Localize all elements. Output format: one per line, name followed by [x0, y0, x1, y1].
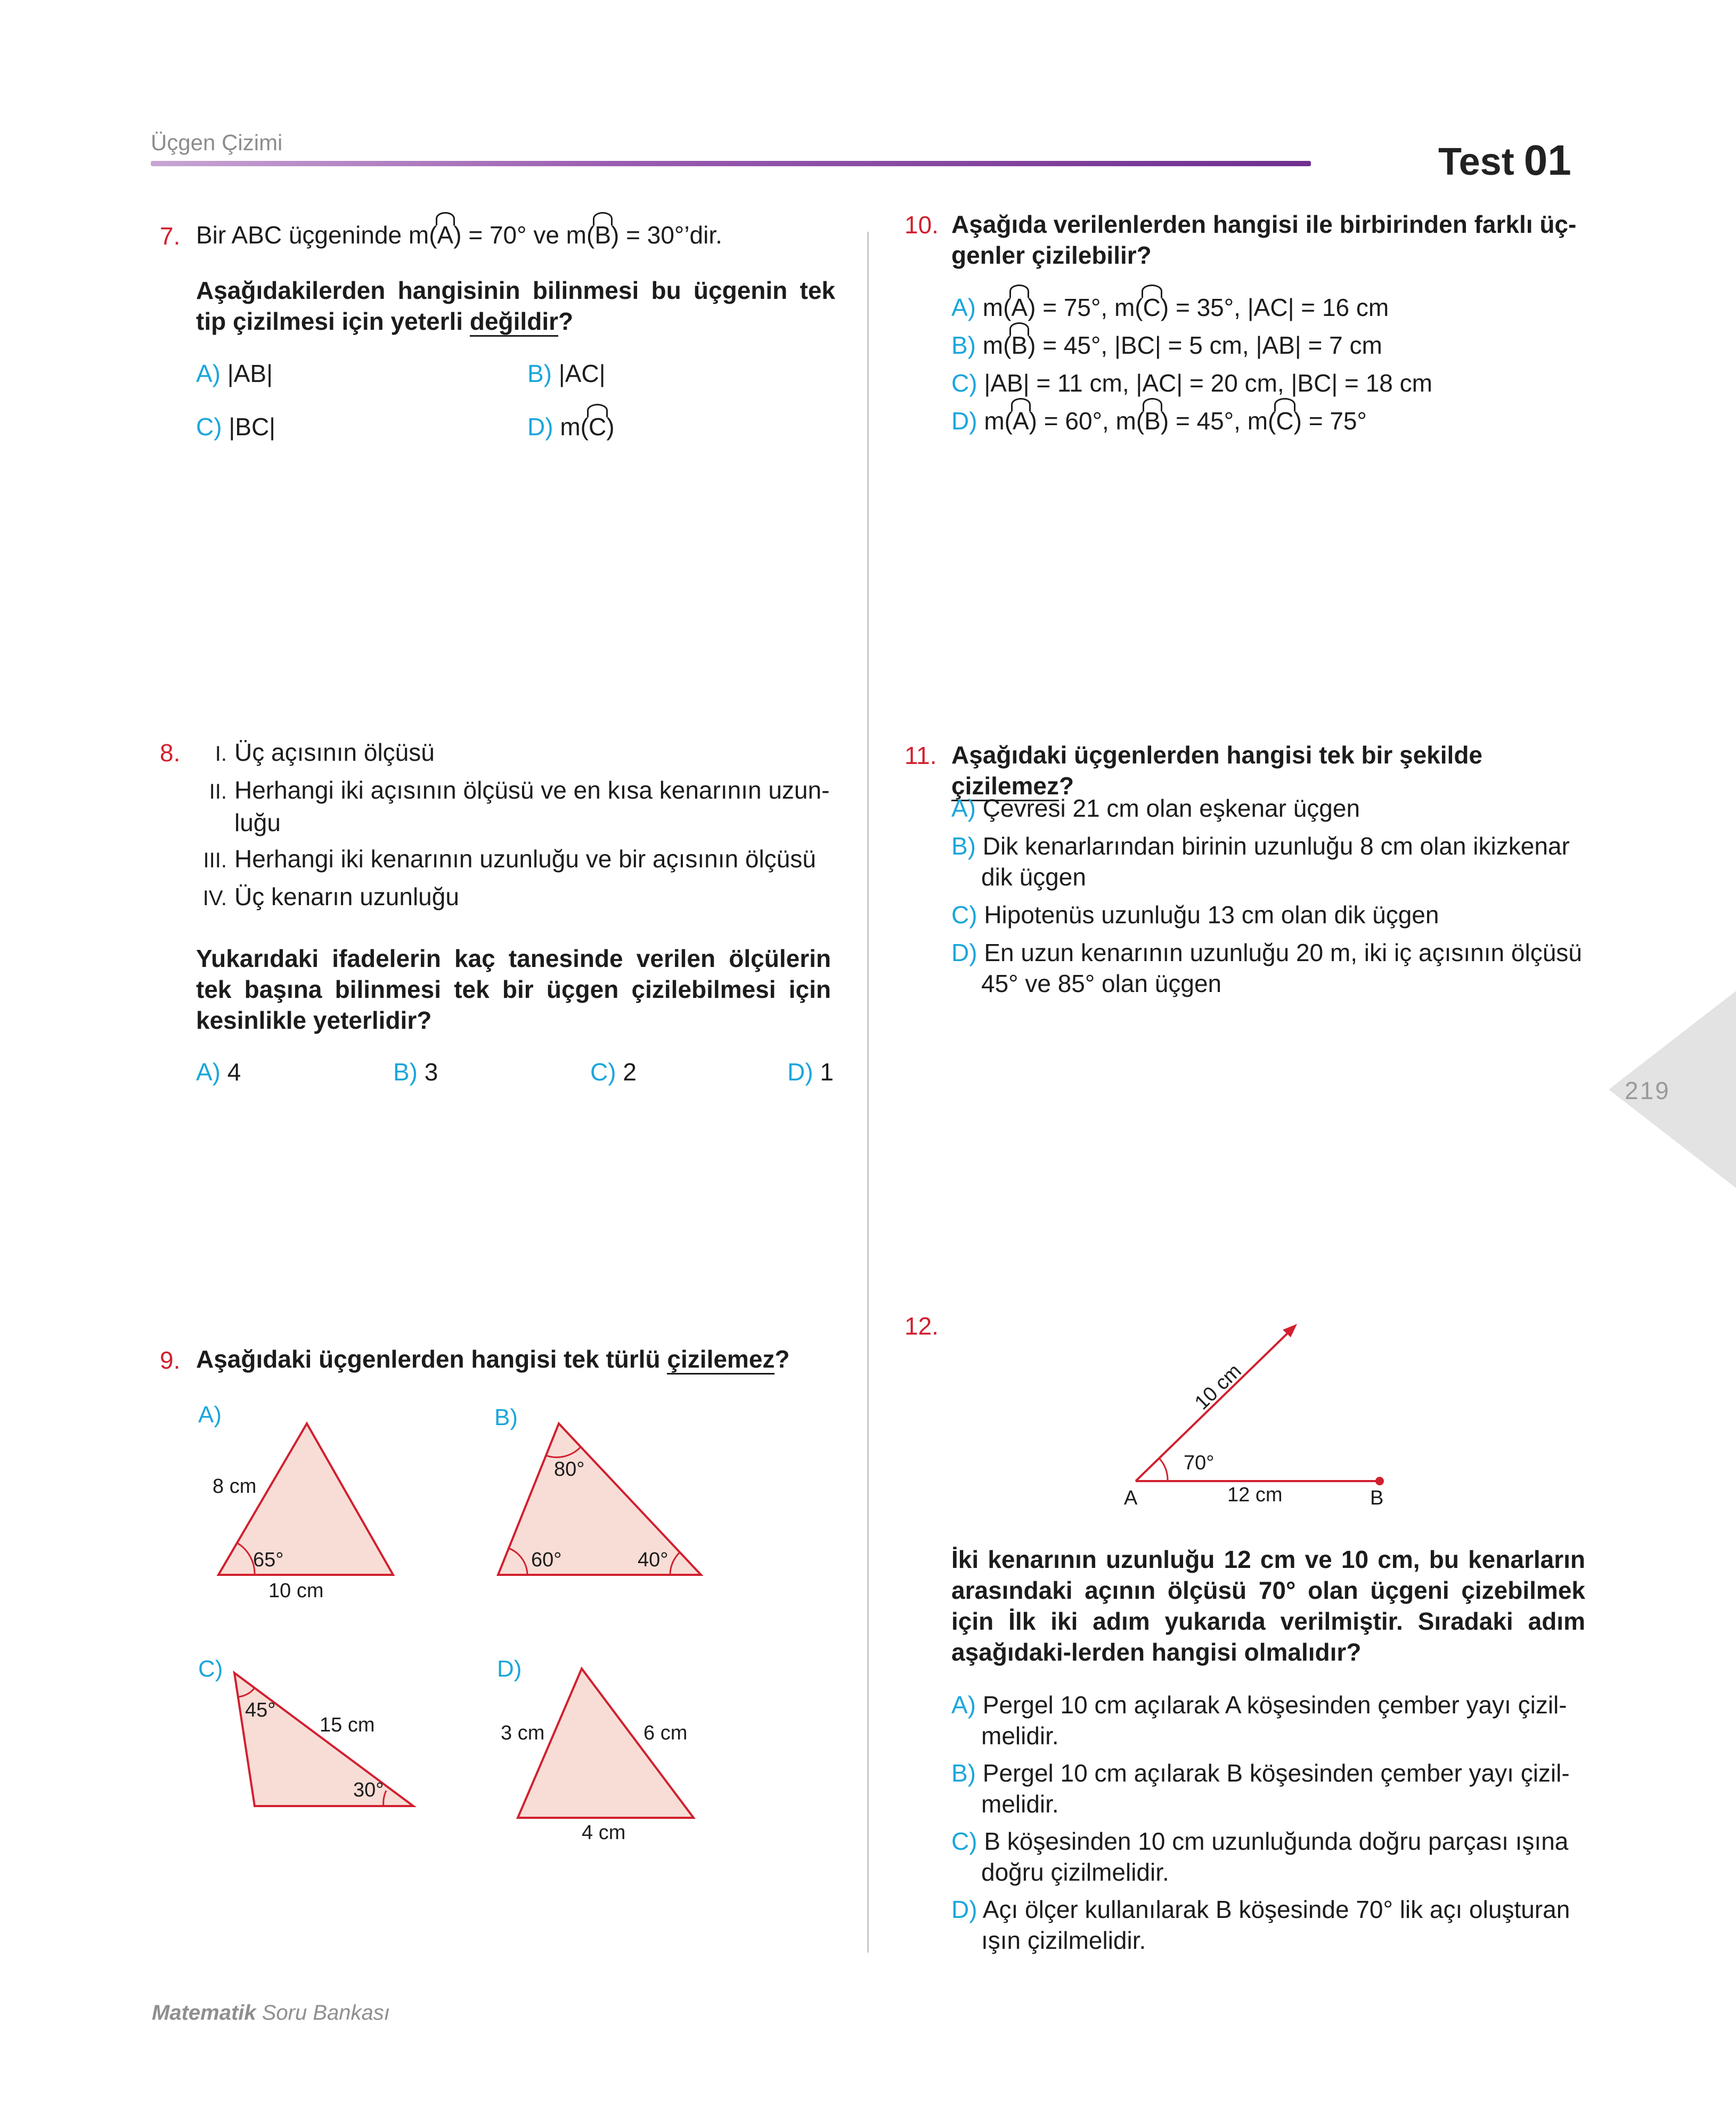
q8-roman-4: IV. [202, 887, 227, 910]
q9-question-neg: çizilemez [667, 1345, 775, 1375]
q12-option-c-letter: C) [951, 1827, 977, 1855]
q9-a-angle: 65° [253, 1549, 284, 1571]
q11-option-a-letter: A) [951, 794, 976, 822]
q12-option-d-text2: ışın çizilmelidir. [981, 1926, 1146, 1954]
q12-option-a-text2: melidir. [981, 1722, 1059, 1750]
q12-option-b[interactable] [951, 1758, 1585, 1819]
q10-number: 10. [904, 211, 939, 239]
q11-option-d[interactable] [951, 937, 1585, 999]
q7-option-b-letter: B) [527, 360, 552, 387]
q7-option-a-text: |AB| [227, 360, 273, 387]
q9-b-triangle [498, 1424, 701, 1575]
q10-option-a-letter: A) [951, 294, 976, 321]
q12-option-c-text: B köşesinden 10 cm uzunluğunda doğru parçası ışına [984, 1827, 1569, 1855]
q12-point-b-label: B [1370, 1487, 1384, 1509]
q8-option-c-letter: C) [590, 1058, 616, 1086]
q9-d-base: 4 cm [582, 1822, 626, 1844]
q7-stem-mid: ) = 70° ve m( [453, 221, 595, 249]
q7-option-d-hat: C [589, 411, 606, 442]
q7-option-b-text: |AC| [558, 360, 606, 387]
q9-d-left-side: 3 cm [501, 1722, 545, 1744]
q7-question [196, 275, 835, 337]
q7-angle-b: B [594, 219, 611, 250]
q12-option-b-text2: melidir. [981, 1790, 1059, 1818]
q7-option-c[interactable] [196, 411, 275, 442]
q8-option-d-letter: D) [787, 1058, 813, 1086]
q12-option-d-text: Açı ölçer kullanılarak B köşesinde 70° lik açı oluşturan [982, 1896, 1570, 1923]
q12-angle-arc [1159, 1458, 1168, 1481]
q12-option-c-text2: doğru çizilmelidir. [981, 1858, 1169, 1886]
section-title: Üçgen Çizimi [151, 130, 283, 155]
q12-angle-label: 70° [1184, 1452, 1215, 1474]
q10-option-d[interactable] [951, 405, 1367, 436]
q11-option-b-text: Dik kenarlarından birinin uzunluğu 8 cm olan ikizkenar [982, 832, 1570, 860]
q11-option-a-text: Çevresi 21 cm olan eşkenar üçgen [982, 794, 1360, 822]
q8-item-4-text: Üç kenarın uzunluğu [234, 883, 459, 910]
q8-item-3 [196, 843, 816, 876]
q12-option-a[interactable] [951, 1689, 1585, 1751]
q9-a-triangle [218, 1424, 393, 1575]
q12-question: İki kenarının uzunluğu 12 cm ve 10 cm, bu kenarların arasındaki açının ölçüsü 70° olan üçgeni çizebilmek için İlk iki adım yukarıda verilmiştir. Sıradaki adım aşağıdaki-lerden hangisi olmalıdır? [951, 1546, 1585, 1666]
q10-d-p4: ) = 75° [1293, 407, 1367, 435]
q10-question-line1: Aşağıda verilenlerden hangisi ile birbirinden farklı üç- [951, 210, 1577, 238]
q9-b-left-angle: 60° [531, 1549, 562, 1571]
q7-option-a-letter: A) [196, 360, 221, 387]
q7-question-post: ? [558, 307, 574, 335]
q9-a-letter[interactable]: A) [198, 1402, 222, 1428]
q10-d-h1: A [1013, 405, 1029, 436]
q8-roman-3: III. [203, 849, 227, 872]
q8-option-c-text: 2 [623, 1058, 637, 1086]
q11-option-c[interactable] [951, 899, 1439, 930]
q8-item-1-text: Üç açısının ölçüsü [234, 738, 435, 766]
q8-item-2-text: Herhangi iki açısının ölçüsü ve en kısa kenarının uzun- [234, 776, 830, 804]
q11-option-b[interactable] [951, 831, 1585, 892]
q7-option-a[interactable] [196, 358, 273, 389]
test-number: 01 [1523, 136, 1571, 184]
q11-option-d-text: En uzun kenarının uzunluğu 20 m, iki iç açısının ölçüsü [984, 939, 1582, 966]
q9-c-angle2: 30° [353, 1779, 384, 1801]
q9-question-post: ? [775, 1345, 790, 1373]
q11-question-neg: çizilemez [951, 772, 1059, 801]
q12-option-d[interactable] [951, 1894, 1585, 1956]
q12-number: 12. [904, 1312, 939, 1340]
test-label [1438, 136, 1571, 185]
q8-option-d-text: 1 [820, 1058, 834, 1086]
q12-point-a-label: A [1124, 1487, 1138, 1509]
q9-c-triangle [234, 1673, 413, 1806]
q9-question [196, 1344, 835, 1375]
q7-option-c-letter: C) [196, 413, 222, 441]
q12-option-b-letter: B) [951, 1759, 976, 1787]
q8-option-b-letter: B) [393, 1058, 418, 1086]
q11-option-d-letter: D) [951, 939, 977, 966]
q7-question-pre: Aşağıdakilerden hangisinin bilinmesi bu üçgenin tek tip çizilmesi için yeterli [196, 277, 835, 335]
q10-option-c[interactable] [951, 368, 1432, 399]
q7-stem-post: ) = 30°’dir. [611, 221, 722, 249]
q7-option-b[interactable] [527, 358, 606, 389]
q8-option-c[interactable] [590, 1056, 637, 1087]
q11-option-a[interactable] [951, 793, 1360, 824]
q11-number: 11. [904, 742, 937, 769]
q7-option-c-text: |BC| [229, 413, 276, 441]
q12-ray-label: 10 cm [1191, 1360, 1246, 1414]
q8-item-1 [196, 737, 435, 769]
q9-d-letter[interactable]: D) [497, 1656, 522, 1682]
q11-option-b-text2: dik üçgen [981, 863, 1086, 891]
q7-stem [196, 219, 835, 250]
q10-c-text: |AB| = 11 cm, |AC| = 20 cm, |BC| = 18 cm [984, 369, 1432, 397]
q10-d-p3: ) = 45°, m( [1160, 407, 1276, 435]
q11-question [951, 739, 1591, 801]
q8-option-a-text: 4 [227, 1058, 241, 1086]
q9-c-angle1: 45° [245, 1699, 276, 1721]
q9-triangles-figure [181, 1391, 767, 1881]
q8-item-2-text2: luğu [234, 809, 281, 836]
q10-option-c-letter: C) [951, 369, 977, 397]
column-divider [867, 232, 869, 1953]
q8-number: 8. [160, 739, 181, 767]
q12-option-c[interactable] [951, 1826, 1585, 1888]
q7-option-d-letter: D) [527, 413, 553, 441]
footer-subject: Matematik [152, 2001, 256, 2024]
q10-d-p2: ) = 60°, m( [1029, 407, 1145, 435]
footer [152, 2001, 390, 2025]
q10-a-h1: A [1011, 292, 1028, 323]
q9-b-right-angle: 40° [638, 1549, 669, 1571]
q9-b-top-angle: 80° [554, 1458, 585, 1481]
q10-a-p1: m( [982, 294, 1012, 321]
q9-d-right-side: 6 cm [643, 1722, 688, 1744]
q7-number: 7. [160, 222, 181, 250]
q7-option-d-pre: m( [560, 413, 589, 441]
q12-option-d-letter: D) [951, 1896, 977, 1923]
q8-item-3-text: Herhangi iki kenarının uzunluğu ve bir açısının ölçüsü [234, 845, 816, 873]
q10-b-p2: ) = 45°, |BC| = 5 cm, |AB| = 7 cm [1028, 331, 1382, 359]
q8-option-a[interactable] [196, 1056, 241, 1087]
q10-option-b-letter: B) [951, 331, 976, 359]
q7-angle-a: A [437, 219, 454, 250]
q8-option-b-text: 3 [424, 1058, 438, 1086]
q10-d-h3: C [1276, 405, 1293, 436]
q7-option-d[interactable] [527, 411, 615, 442]
q7-question-neg: değildir [470, 307, 558, 337]
q8-roman-2: II. [209, 780, 227, 803]
q9-a-base: 10 cm [268, 1580, 324, 1602]
q12-base-label: 12 cm [1227, 1484, 1283, 1506]
q7-option-d-post: ) [606, 413, 615, 441]
q10-b-p1: m( [982, 331, 1012, 359]
q12-figure [1108, 1311, 1428, 1513]
q11-option-c-text: Hipotenüs uzunluğu 13 cm olan dik üçgen [984, 901, 1439, 929]
q9-b-letter[interactable]: B) [494, 1404, 518, 1430]
q10-b-h1: B [1011, 330, 1028, 361]
q11-option-d-text2: 45° ve 85° olan üçgen [981, 970, 1222, 997]
q11-option-b-letter: B) [951, 832, 976, 860]
q12-option-a-text: Pergel 10 cm açılarak A köşesinden çember yayı çizil- [982, 1691, 1567, 1719]
q8-option-b[interactable] [393, 1056, 438, 1087]
q9-a-side: 8 cm [213, 1475, 257, 1498]
q8-option-a-letter: A) [196, 1058, 221, 1086]
test-word: Test [1438, 141, 1514, 183]
q10-option-d-letter: D) [951, 407, 977, 435]
q11-question-post: ? [1059, 772, 1074, 800]
q9-c-side: 15 cm [320, 1714, 375, 1736]
q11-option-c-letter: C) [951, 901, 977, 929]
q11-question-pre: Aşağıdaki üçgenlerden hangisi tek bir şekilde [951, 741, 1482, 769]
page-number: 219 [1625, 1077, 1670, 1104]
q10-a-h2: C [1143, 292, 1161, 323]
q10-question [951, 209, 1585, 271]
q9-question-pre: Aşağıdaki üçgenlerden hangisi tek türlü [196, 1345, 667, 1373]
q8-option-d[interactable] [787, 1056, 834, 1087]
q8-item-4 [196, 881, 459, 914]
q10-option-b[interactable] [951, 330, 1382, 361]
q8-question: Yukarıdaki ifadelerin kaç tanesinde verilen ölçülerin tek başına bilinmesi tek bir üçgen çizilebilmesi için kesinlikle yeterlidir? [196, 945, 831, 1034]
q9-number: 9. [160, 1346, 181, 1374]
q10-option-a[interactable] [951, 292, 1389, 323]
q10-d-p1: m( [984, 407, 1013, 435]
q12-option-b-text: Pergel 10 cm açılarak B köşesinden çember yayı çizil- [982, 1759, 1570, 1787]
q10-a-p2: ) = 75°, m( [1028, 294, 1143, 321]
q10-d-h2: B [1144, 405, 1161, 436]
footer-book: Soru Bankası [262, 2001, 390, 2024]
q8-item-2 [196, 775, 835, 838]
q9-c-letter[interactable]: C) [198, 1656, 223, 1682]
q8-roman-1: I. [215, 742, 227, 766]
q7-stem-pre: Bir ABC üçgeninde m( [196, 221, 437, 249]
q10-a-p3: ) = 35°, |AC| = 16 cm [1160, 294, 1389, 321]
q12-point-b [1375, 1477, 1384, 1485]
q10-question-line2: genler çizilebilir? [951, 241, 1152, 269]
header-bar [151, 161, 1311, 166]
q12-option-a-letter: A) [951, 1691, 976, 1719]
